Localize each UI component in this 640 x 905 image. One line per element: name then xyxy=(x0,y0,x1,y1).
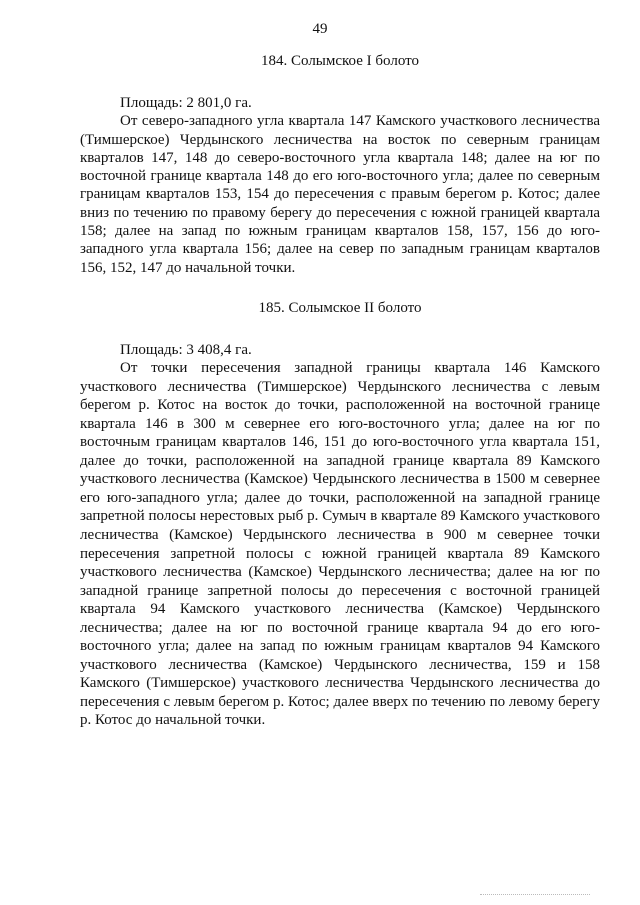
section-185 xyxy=(80,299,600,730)
section-description: От северо-западного угла квартала 147 Камского участкового лесничества (Тимшерское) Чердынского лесничества на восток по северным границам кварталов 147, 148 до северо-восточного угла квартала 148; далее на юг по восточной границе квартала 148 до его юго-восточного угла; далее по северным границам кварталов 153, 154 до пересечения с правым берегом р. Котос; далее вниз по течению по правому берегу до пересечения с южной границей квартала 158; далее на запад по южным границам кварталов 158, 157, 156 до юго-западного угла квартала 156; далее на север по западным границам кварталов 156, 152, 147 до начальной точки. xyxy=(80,113,600,276)
section-area: Площадь: 2 801,0 га. xyxy=(120,95,252,111)
section-area: Площадь: 3 408,4 га. xyxy=(120,341,252,358)
section-title: 184. Солымское I болото xyxy=(261,53,419,69)
scan-artifact-line xyxy=(480,890,590,895)
document-body xyxy=(80,52,600,730)
section-184 xyxy=(80,52,600,277)
page-number: 49 xyxy=(312,21,328,37)
section-description: От точки пересечения западной границы квартала 146 Камского участкового лесничества (Тимшерское) Чердынского лесничества с левым берегом р. Котос на восток до точки, расположенной на восточной границе квартала 146 в 300 м севернее его юго-восточного угла; далее на юг по восточным границам кварталов 146, 151 до юго-восточного угла квартала 151, далее до точки, расположенной на западной границе квартала 89 Камского участкового лесничества (Камское) Чердынского лесничества в 1500 м севернее его юго-западного угла; далее до точки, расположенной на западной границе запретной полосы нерестовых рыб р. Сумыч в квартале 89 Камского участкового лесничества (Камское) Чердынского лесничества в 900 м севернее точки пересечения запретной полосы с южной границей квартала 89 Камского участкового лесничества (Камское) Чердынского лесничества; далее на юг по западной границе запретной полосы до пересечения с восточной границей квартала 94 Камского участкового лесничества (Камское) Чердынского лесничества; далее на юг по восточной границе квартала 94 до его юго-восточного угла; далее на запад по южным границам кварталов 94 Камского участкового лесничества (Камское) Чердынского лесничества, 159 и 158 Камского (Тимшерское) участкового лесничества Чердынского лесничества до пересечения с левым берегом р. Котос; далее вверх по течению по левому берегу р. Котос до начальной точки. xyxy=(80,360,600,729)
section-title: 185. Солымское II болото xyxy=(258,299,422,316)
